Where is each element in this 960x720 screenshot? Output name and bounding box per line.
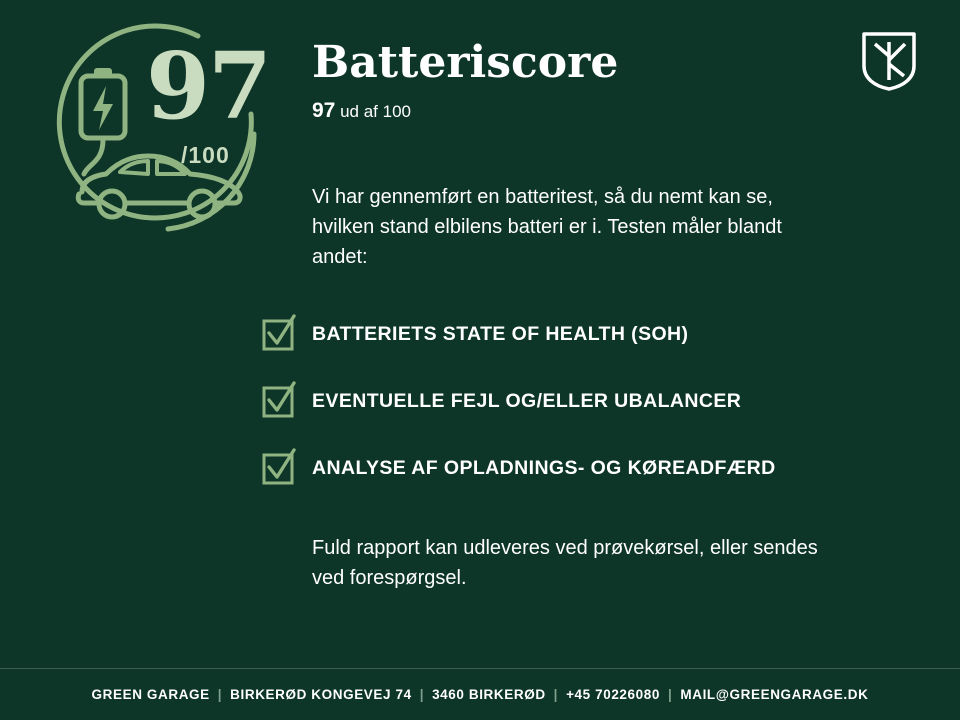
score-value: 97 (312, 99, 336, 122)
checklist (263, 305, 883, 506)
footer-separator: | (667, 686, 673, 702)
score-subtitle (312, 100, 411, 123)
list-item (263, 439, 883, 497)
checkbox-checked-icon (263, 386, 293, 416)
footer-company: GREEN GARAGE (91, 686, 210, 702)
badge-score-value: 97 (146, 32, 271, 140)
page-title: Batteriscore (312, 37, 619, 88)
checklist-item-label: BATTERIETS STATE OF HEALTH (SOH) (312, 322, 689, 345)
footer-separator: | (553, 686, 559, 702)
footer-separator: | (217, 686, 223, 702)
footer-address: BIRKERØD KONGEVEJ 74 (230, 686, 412, 702)
badge-score-max: /100 (181, 142, 230, 168)
checkbox-checked-icon (263, 319, 293, 349)
list-item (263, 305, 883, 363)
footer (0, 668, 960, 720)
checkbox-checked-icon (263, 453, 293, 483)
checklist-item-label: ANALYSE AF OPLADNINGS- OG KØREADFÆRD (312, 456, 776, 479)
footer-separator: | (419, 686, 425, 702)
list-item (263, 372, 883, 430)
green-garage-logo-icon (860, 30, 918, 92)
footer-postal: 3460 BIRKERØD (432, 686, 546, 702)
footer-email: MAIL@GREENGARAGE.DK (680, 686, 869, 702)
score-suffix: ud af 100 (340, 102, 411, 121)
checklist-item-label: EVENTUELLE FEJL OG/ELLER UBALANCER (312, 389, 742, 412)
footer-phone: +45 70226080 (566, 686, 660, 702)
battery-score-badge (48, 22, 278, 242)
intro-paragraph: Vi har gennemført en batteritest, så du nemt kan se, hvilken stand elbilens batteri er i. Testen måler blandt andet: (312, 186, 782, 268)
outro-paragraph: Fuld rapport kan udleveres ved prøvekørsel, eller sendes ved forespørgsel. (312, 537, 818, 589)
